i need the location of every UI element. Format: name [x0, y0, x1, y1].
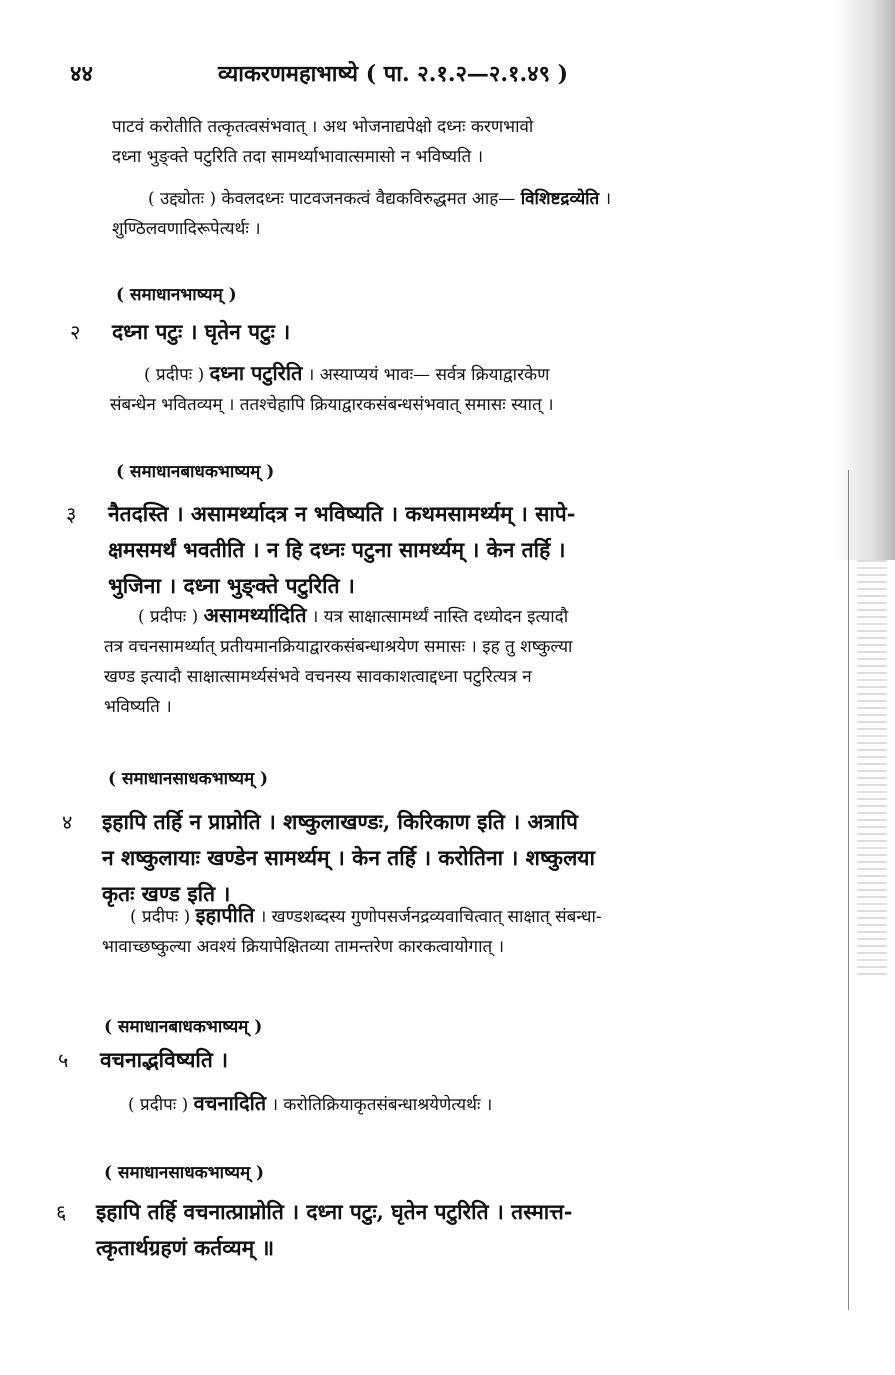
pradipa-label: ( प्रदीपः ) [144, 365, 205, 385]
section-number: ५ [58, 1048, 69, 1072]
section-heading: ( समाधानसाधकभाष्यम् ) [104, 1163, 265, 1183]
bhashya-line: इहापि तर्हि न प्राप्नोति । शष्कुलाखण्डः, किरिकाण इति । अत्रापि [102, 809, 578, 834]
udyota-end: । [604, 189, 612, 209]
bhashya-line: त्कृतार्थग्रहणं कर्तव्यम् ॥ [96, 1235, 275, 1260]
udyota-text: केवलदध्नः पाटवजनकत्वं वैद्यकविरुद्धमत आह— [221, 189, 516, 209]
pradipa-line: संबन्धेन भवितव्यम् । ततश्चेहापि क्रियाद्वारकसंबन्धसंभवात् समासः स्यात् । [110, 395, 554, 415]
pradipa-line: भविष्यति । [104, 697, 172, 717]
udyota-label: ( उद्द्योतः ) [148, 189, 217, 209]
pradipa-line: खण्ड इत्यादौ साक्षात्सामर्थ्यसंभवे वचनस्य सावकाशत्वाद्दध्ना पटुरित्यत्र न [104, 667, 532, 687]
intro-paragraph [112, 112, 772, 172]
intro-tail [112, 214, 772, 244]
pradipa-commentary [102, 900, 762, 962]
running-title: व्याकरणमहाभाष्ये ( पा. २.१.२—२.१.४९ ) [218, 61, 569, 87]
pradipa-line: । अस्याप्ययं भावः— सर्वत्र क्रियाद्वारकेण [307, 365, 550, 385]
pradipa-commentary [128, 1088, 768, 1120]
bhashya-line: इहापि तर्हि वचनात्प्राप्नोति । दध्ना पटुः, घृतेन पटुरिति । तस्मात्त- [96, 1199, 573, 1224]
bhashya-text [102, 804, 762, 912]
pradipa-line: भावाच्छष्कुल्या अवश्यं क्रियापेक्षितव्या तामन्तरेण कारकत्वायोगात् । [102, 937, 505, 957]
bhashya-line: वचनाद्भविष्यति । [100, 1047, 229, 1072]
section-heading: ( समाधानबाधकभाष्यम् ) [116, 462, 275, 482]
udyota-keyword: विशिष्टद्रव्येति [520, 189, 600, 209]
pradipa-line: । करोतिक्रियाकृतसंबन्धाश्रयेणेत्यर्थः । [271, 1095, 493, 1115]
udyota-commentary [148, 184, 788, 214]
pradipa-label: ( प्रदीपः ) [138, 607, 199, 627]
bhashya-line: दध्ना पटुः । घृतेन पटुः । [112, 319, 291, 344]
section-number: ४ [62, 810, 73, 834]
bhashya-text [100, 1042, 760, 1078]
page-edge-speckle [857, 560, 887, 980]
bhashya-line: कृतः खण्ड इति । [102, 881, 231, 906]
intro-line: शुण्ठिलवणादिरूपेत्यर्थः । [112, 219, 261, 239]
section-heading: ( समाधानबाधकभाष्यम् ) [104, 1017, 263, 1037]
pradipa-commentary [110, 358, 770, 420]
pradipa-keyword: इहापीति [195, 903, 255, 927]
page-header [70, 58, 765, 94]
intro-line: पाटवं करोतीति तत्कृतत्वसंभवात् । अथ भोजनाद्यपेक्षो दध्नः करणभावो [112, 117, 534, 137]
bhashya-text [96, 1194, 766, 1266]
bhashya-text [112, 314, 762, 350]
pradipa-label: ( प्रदीपः ) [128, 1095, 189, 1115]
pradipa-keyword: असामर्थ्यादिति [203, 603, 307, 627]
pradipa-keyword: दध्ना पटुरिति [209, 361, 303, 385]
pradipa-line: । खण्डशब्दस्य गुणोपसर्जनद्रव्यवाचित्वात् साक्षात् संबन्धा- [259, 907, 602, 927]
pradipa-label: ( प्रदीपः ) [130, 907, 191, 927]
section-number: ६ [56, 1200, 67, 1224]
intro-line: दध्ना भुङ्क्ते पटुरिति तदा सामर्थ्याभावात्समासो न भविष्यति । [112, 147, 484, 167]
margin-rule [848, 470, 849, 1310]
section-number: २ [70, 320, 81, 344]
bhashya-text [108, 496, 768, 604]
page-edge-shadow [835, 0, 895, 560]
bhashya-line: नैतदस्ति । असामर्थ्यादत्र न भविष्यति । कथमसामर्थ्यम् । सापे- [108, 501, 576, 526]
bhashya-line: न शष्कुलायाः खण्डेन सामर्थ्यम् । केन तर्हि । करोतिना । शष्कुलया [102, 845, 595, 870]
pradipa-keyword: वचनादिति [193, 1091, 267, 1115]
page-number: ४४ [70, 61, 93, 87]
pradipa-line: तत्र वचनसामर्थ्यात् प्रतीयमानक्रियाद्वारकसंबन्धाश्रयेण समासः । इह तु शष्कुल्या [104, 637, 573, 657]
section-number: ३ [66, 502, 77, 526]
bhashya-line: क्षमसमर्थं भवतीति । न हि दध्नः पटुना सामर्थ्यम् । केन तर्हि । [108, 537, 566, 562]
section-heading: ( समाधानभाष्यम् ) [116, 285, 237, 305]
pradipa-line: । यत्र साक्षात्सामर्थ्यं नास्ति दध्योदन इत्यादौ [311, 607, 569, 627]
bhashya-line: भुजिना । दध्ना भुङ्क्ते पटुरिति । [108, 573, 355, 598]
section-heading: ( समाधानसाधकभाष्यम् ) [108, 769, 269, 789]
pradipa-commentary [104, 600, 764, 722]
